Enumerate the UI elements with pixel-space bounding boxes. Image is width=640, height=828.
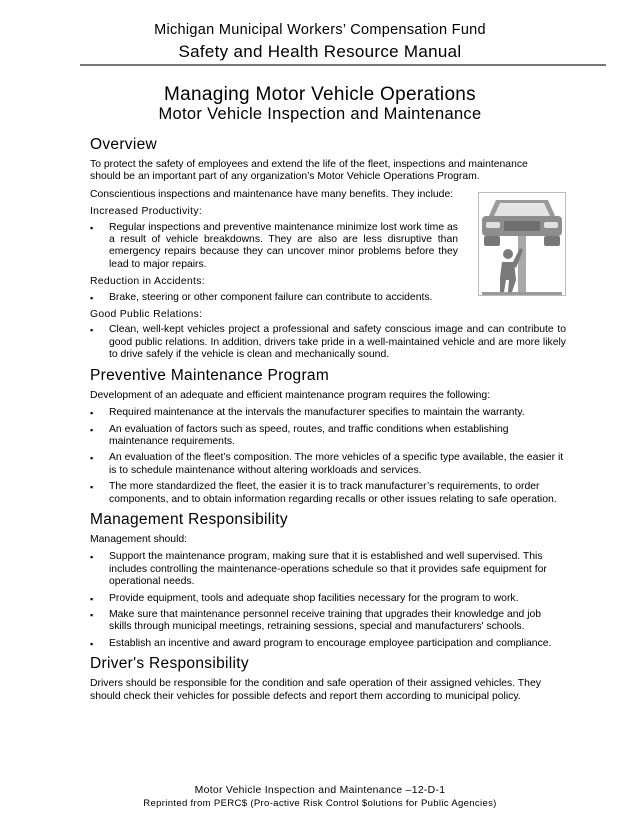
driver-paragraph: Drivers should be responsible for the condition and safe operation of their assigned vehicles. They should check their vehicles for possible defects and report them according to municipal policy.	[90, 678, 541, 702]
list-item: ▪ Regular inspections and preventive maintenance minimize lost work time as a result of vehicle breakdowns. They are also are less disruptive than emergency repairs because they can uncover minor problems before they lead to major repairs.	[90, 222, 458, 272]
overview-paragraph-2: Conscientious inspections and maintenance have many benefits. They include:	[90, 188, 454, 200]
overview-paragraph-1: To protect the safety of employees and extend the life of the fleet, inspections and maintenance should be an important part of any organization’s Motor Vehicle Operations Program.	[90, 159, 528, 183]
overview-heading: Overview	[90, 136, 157, 153]
benefit-label-productivity: Increased Productivity:	[90, 206, 203, 218]
benefit-label-public-relations: Good Public Relations:	[90, 309, 203, 321]
header-manual-title: Safety and Health Resource Manual	[178, 42, 462, 61]
benefit-label-accidents: Reduction in Accidents:	[90, 276, 205, 288]
benefit-list-public-relations	[90, 324, 566, 361]
page-subtitle: Motor Vehicle Inspection and Maintenance	[158, 105, 482, 123]
list-item: ▪ Provide equipment, tools and adequate shop facilities necessary for the program to work.	[90, 593, 566, 605]
header-rule	[80, 64, 606, 66]
list-item: ▪ An evaluation of the fleet’s composition. The more vehicles of a specific type available, the easier it is to schedule maintenance without altering workloads and services.	[90, 452, 566, 477]
management-intro: Management should:	[90, 533, 188, 545]
header-organization: Michigan Municipal Workers’ Compensation Fund	[154, 22, 486, 38]
list-item: ▪ Make sure that maintenance personnel receive training that upgrades their knowledge and job skills through municipal meetings, retraining sessions, special and manufacturers' schools.	[90, 609, 566, 634]
list-item: ▪ Clean, well-kept vehicles project a professional and safety conscious image and can contribute to good public relations. In addition, drivers take pride in a well-maintained vehicle and are more likely to drive safely if the vehicle is clean and mechanically sound.	[90, 324, 566, 361]
list-item: ▪ An evaluation of factors such as speed, routes, and traffic conditions when establishing maintenance requirements.	[90, 424, 566, 449]
driver-heading: Driver's Responsibility	[90, 655, 249, 673]
preventive-intro: Development of an adequate and efficient maintenance program requires the following:	[90, 389, 491, 401]
benefit-list-productivity	[90, 222, 458, 272]
management-heading: Management Responsibility	[90, 510, 288, 528]
list-item: ▪ Establish an incentive and award program to encourage employee participation and compliance.	[90, 638, 566, 650]
content-body	[90, 136, 566, 708]
footer-page-label: Motor Vehicle Inspection and Maintenance –12-D-1	[194, 785, 446, 796]
benefit-list-accidents	[90, 292, 566, 304]
list-item: ▪ Required maintenance at the intervals the manufacturer specifies to maintain the warranty.	[90, 407, 566, 419]
management-list	[90, 551, 566, 650]
overview-section	[90, 136, 566, 362]
footer-credit: Reprinted from PERC$ (Pro-active Risk Control $olutions for Public Agencies)	[143, 798, 497, 809]
list-item: ▪ The more standardized the fleet, the easier it is to track manufacturer’s requirements, to order components, and to obtain information regarding recalls or other issues relating to safe operation.	[90, 481, 566, 506]
preventive-maintenance-section	[90, 367, 566, 506]
list-item: ▪ Brake, steering or other component failure can contribute to accidents.	[90, 292, 566, 304]
preventive-heading: Preventive Maintenance Program	[90, 366, 330, 384]
driver-section	[90, 655, 566, 703]
list-item: ▪ Support the maintenance program, making sure that it is established and well supervised. This includes controlling the maintenance-operations schedule so that it provides safe equipment for operational needs.	[90, 551, 566, 588]
preventive-list	[90, 407, 566, 506]
management-section	[90, 511, 566, 650]
page-title: Managing Motor Vehicle Operations	[164, 84, 476, 105]
